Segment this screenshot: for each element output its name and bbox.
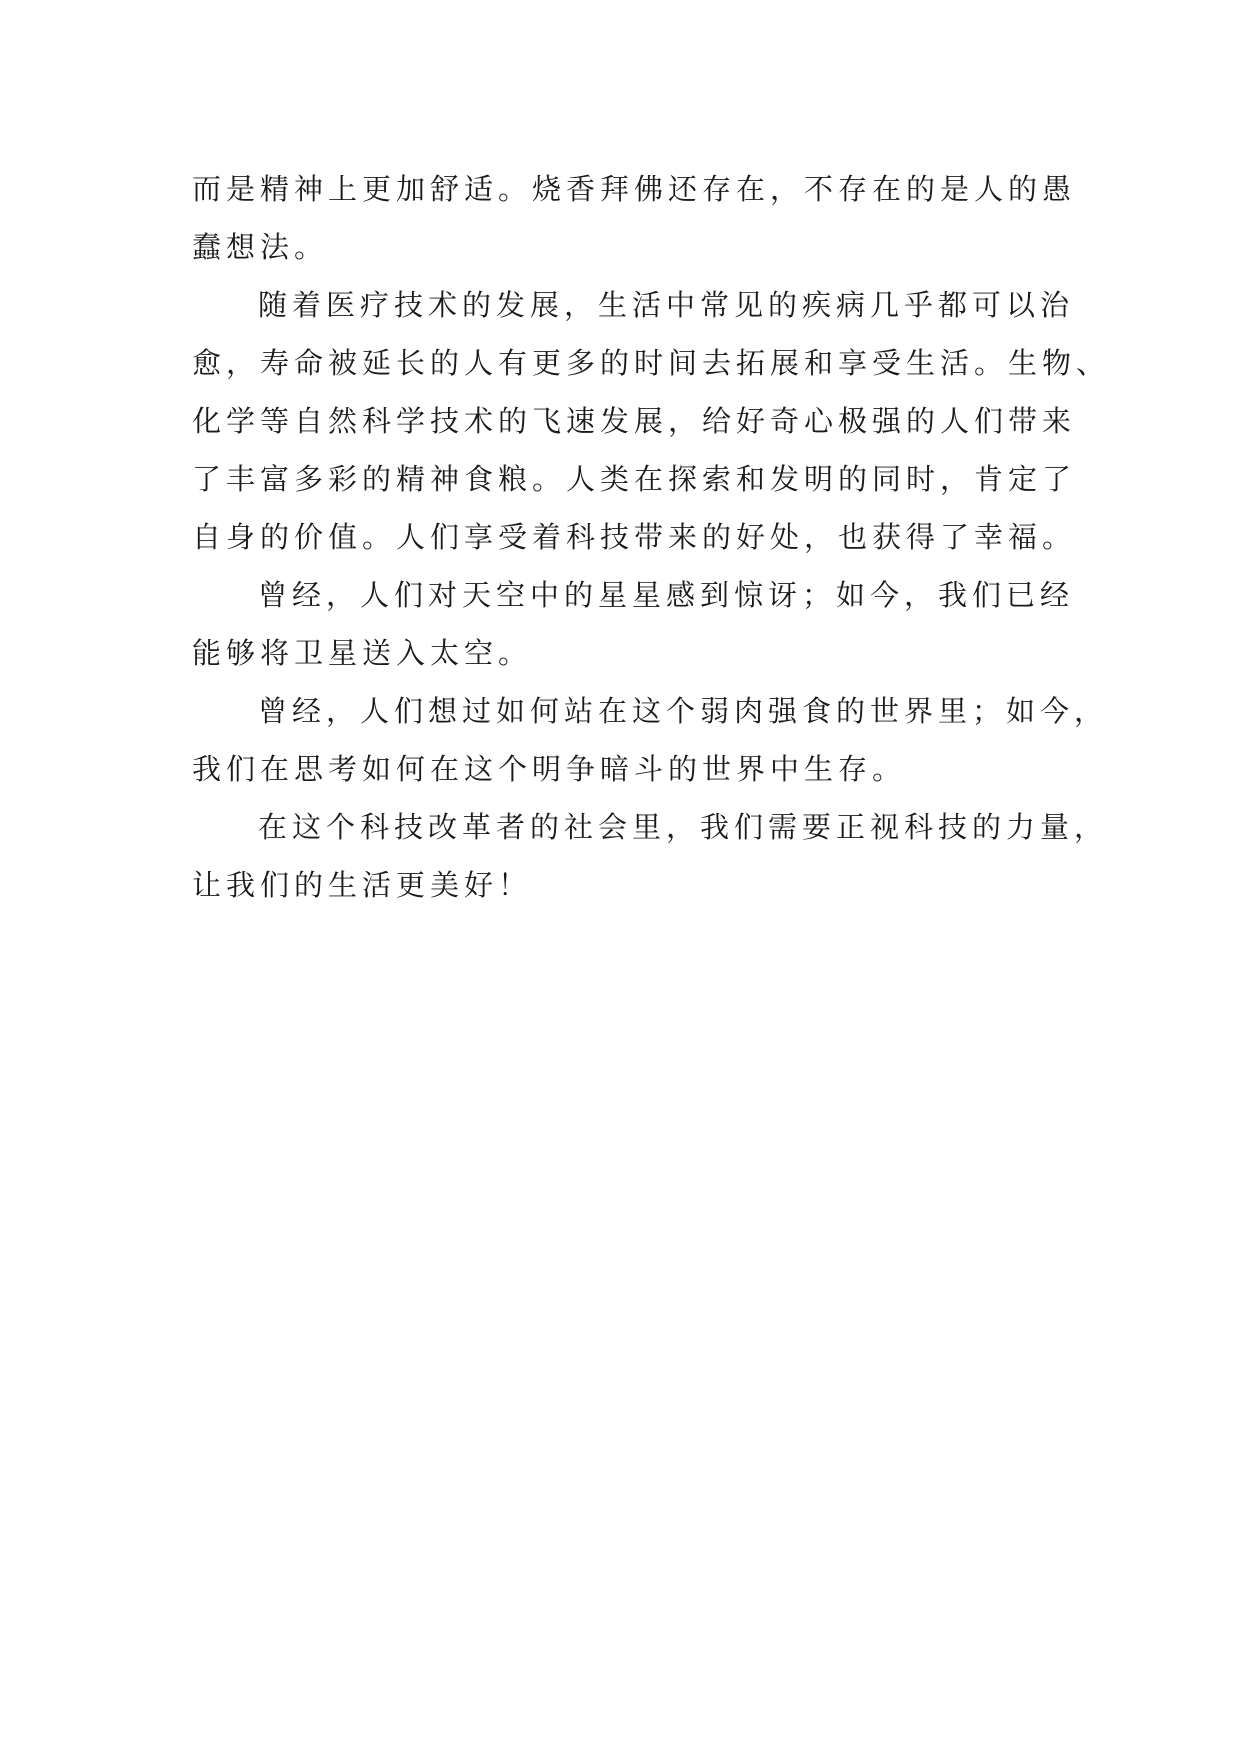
paragraph-2: [192, 276, 1111, 566]
paragraph-5: [192, 798, 1109, 914]
paragraph-line: 曾经，人们想过如何站在这个弱肉强食的世界里；如今，: [258, 694, 1109, 728]
paragraph-4: [192, 682, 1109, 798]
paragraph-line: 自身的价值。人们享受着科技带来的好处，也获得了幸福。: [192, 520, 1077, 554]
paragraph-line: 化学等自然科学技术的飞速发展，给好奇心极强的人们带来: [192, 404, 1077, 438]
paragraph-1: [192, 160, 1077, 276]
paragraph-line: 曾经，人们对天空中的星星感到惊讶；如今，我们已经: [258, 578, 1075, 612]
paragraph-3: [192, 566, 1075, 682]
paragraph-line: 随着医疗技术的发展，生活中常见的疾病几乎都可以治: [258, 288, 1075, 322]
paragraph-line: 我们在思考如何在这个明争暗斗的世界中生存。: [192, 752, 907, 786]
paragraph-line: 愈，寿命被延长的人有更多的时间去拓展和享受生活。生物、: [192, 346, 1111, 380]
paragraph-line: 能够将卫星送入太空。: [192, 636, 533, 670]
paragraph-line: 了丰富多彩的精神食粮。人类在探索和发明的同时，肯定了: [192, 462, 1077, 496]
paragraph-line: 让我们的生活更美好！: [192, 868, 533, 902]
document-body: [192, 160, 1111, 914]
paragraph-line: 蠢想法。: [192, 230, 329, 264]
paragraph-line: 在这个科技改革者的社会里，我们需要正视科技的力量，: [258, 810, 1109, 844]
paragraph-line: 而是精神上更加舒适。烧香拜佛还存在，不存在的是人的愚: [192, 172, 1077, 206]
